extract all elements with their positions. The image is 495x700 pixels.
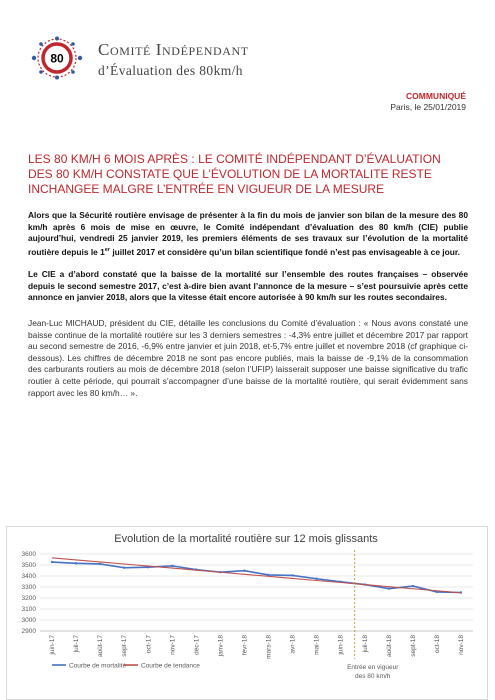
quote-paragraph: Jean-Luc MICHAUD, président du CIE, détaille les conclusions du Comité d’évaluation : « Nous avons constaté une baisse continue de la mortalité routière sur les 3 derniers semestres : -4,3% entre juillet et décembre 2017 par rapport au second semestre de 2016, -6,9% entre janvier et juin 2018, et-5,7% entre juillet et novembre 2018 (cf graphique ci-dessous). Les chiffres de décembre 2018 ne sont pas encore publiés, mais la baisse de -9,1% de la consommation des carburants routiers au mois de décembre 2018 (selon l’UFIP) laisserait supposer une baisse significative du trafic routier à cette période, qui pourrait s’accompagner d’une baisse de la mortalité routière, qui serait évidemment sans rapport avec les 80 km/h… ».	[28, 318, 468, 398]
mortality-point	[171, 565, 173, 567]
mortality-point	[123, 567, 125, 569]
x-tick-label: sept-17	[121, 635, 129, 657]
x-tick-label: août-17	[97, 635, 105, 658]
x-tick-label: nov-18	[457, 635, 465, 655]
y-tick-label: 3200	[21, 595, 36, 602]
y-tick-label: 3600	[21, 551, 36, 558]
chart-title: Evolution de la mortalité routière sur 12 mois glissants	[114, 533, 378, 545]
org-name-line2: d’Évaluation des 80km/h	[98, 63, 243, 78]
mortality-point	[315, 578, 317, 580]
x-tick-label: févr-18	[241, 635, 249, 656]
x-tick-label: avr-18	[289, 635, 297, 654]
x-tick-label: juin-17	[49, 635, 57, 655]
x-tick-label: juil-17	[73, 635, 81, 653]
x-tick-label: sept-18	[409, 635, 417, 657]
x-tick-label: oct-18	[433, 635, 441, 654]
trend-series-line	[52, 558, 461, 593]
x-tick-label: oct-17	[145, 635, 153, 654]
intro-superscript: er	[104, 246, 110, 253]
legend-mortality-label: Courbe de mortalité	[69, 662, 127, 670]
mortality-point	[412, 585, 414, 587]
y-tick-label: 3400	[21, 573, 36, 580]
x-tick-label: mars-18	[265, 635, 273, 659]
mortality-point	[99, 563, 101, 565]
org-name-line1: Comité Indépendant	[98, 40, 249, 59]
finding-paragraph: Le CIE a d’abord constaté que la baisse de la mortalité sur l’ensemble des routes françaises – observée depuis le second semestre 2017, c’est à-dire bien avant l’annonce de la mesure – s’est poursuivie après cette annonce en janvier 2018, alors que la vitesse était encore autorisée à 90 km/h sur les routes secondaires.	[28, 269, 468, 303]
y-tick-label: 3000	[21, 617, 36, 624]
logo-speed-number: 80	[50, 51, 64, 66]
y-tick-label: 3300	[21, 584, 36, 591]
communique-date: Paris, le 25/01/2019	[390, 102, 466, 112]
intro-paragraph	[28, 210, 468, 258]
x-tick-label: juil-18	[361, 635, 369, 653]
mortality-point	[388, 587, 390, 589]
intro-text-a: Alors que la Sécurité routière envisage de présenter à la fin du mois de janvier son bilan de la mesure des 80 km/h après 6 mois de mise en œuvre, le Comité indépendant d’évaluation des 80 km/h (CIE) publie aujourd’hui, vendredi 25 janvier 2019, les premiers éléments de ses travaux sur l’évolution de la mortalité routière depuis le 1	[28, 210, 468, 257]
press-release-title: LES 80 KM/H 6 MOIS APRÈS : LE COMITÉ INDÉPENDANT D’ÉVALUATION DES 80 KM/H CONSTATE QUE L’ÉVOLUTION DE LA MORTALITE RESTE INCHANGEE MALGRE L’ENTRÉE EN VIGUEUR DE LA MESURE	[28, 152, 441, 196]
legend-trend-label: Courbe de tendance	[141, 662, 200, 670]
x-tick-label: mai-18	[313, 635, 321, 655]
x-tick-label: nov-17	[169, 635, 177, 655]
mortality-point	[291, 574, 293, 576]
x-tick-label: déc-17	[193, 635, 201, 655]
x-tick-label: août-18	[385, 635, 393, 658]
rollout-annotation-line1: Entrée en vigueur	[347, 664, 399, 671]
y-tick-label: 2900	[21, 628, 36, 635]
mortality-chart	[6, 526, 486, 698]
x-tick-label: janv-18	[217, 635, 225, 657]
mortality-point	[75, 562, 77, 564]
intro-text-b: juillet 2017 et considère qu’un bilan scientifique fondé n’est pas envisageable à ce jour.	[110, 246, 460, 257]
communique-label: COMMUNIQUÉ	[406, 91, 466, 101]
x-tick-label: juin-18	[337, 635, 345, 655]
mortality-point	[243, 570, 245, 572]
y-tick-label: 3500	[21, 562, 36, 569]
logo-80-sign	[28, 36, 86, 80]
rollout-annotation-line2: des 80 km/h	[355, 673, 391, 680]
y-tick-label: 3100	[21, 606, 36, 613]
mortality-point	[51, 561, 53, 563]
